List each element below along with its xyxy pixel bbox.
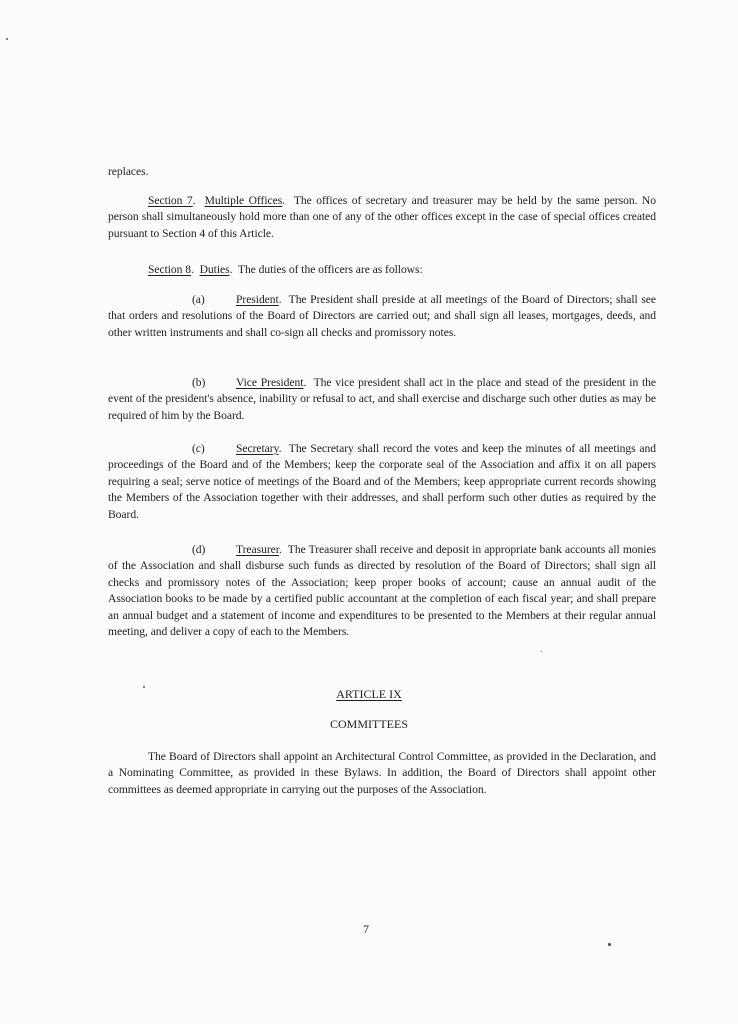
scan-speck — [608, 943, 611, 946]
article-title: COMMITTEES — [330, 717, 408, 731]
article-heading: ARTICLE IX — [336, 687, 402, 701]
duty-secretary-paragraph: (c) Secretary. The Secretary shall record the votes and keep the minutes of all meetings and proceedings of the Board and of the Members; keep the corporate seal of the Association and affix it on all papers requiring a seal; serve notice of meetings of the Board and of the Members; keep appropriate current records showing the Members of the Association together with their addresses, and shall perform such other duties as required by the Board. — [108, 442, 656, 521]
duty-mark: (d) — [192, 543, 206, 556]
page-number: 7 — [363, 922, 369, 936]
duty-title: Treasurer — [236, 543, 279, 556]
section-7-paragraph: Section 7. Multiple Offices. The offices of secretary and treasurer may be held by the same person. No person shall simultaneously hold more than one of any of the other offices except in the case of special offices created pursuant to Section 4 of this Article. — [108, 194, 656, 240]
duty-title: Vice President — [236, 376, 304, 389]
duty-mark: (b) — [192, 376, 206, 389]
scan-speck — [6, 38, 8, 40]
section-8-heading: Section 8 — [148, 263, 192, 276]
section-8-text: The duties of the officers are as follows: — [237, 263, 423, 276]
intro-text: replaces. — [108, 165, 149, 178]
duty-president-paragraph: (a) President. The President shall preside at all meetings of the Board of Directors; shall see that orders and resolutions of the Board of Directors are carried out; and shall sign all leases, mortgages, deeds, and other written instruments and shall co-sign all checks and promissory notes. — [108, 293, 656, 339]
duty-text: The vice president shall act in the place and stead of the president in the event of the president's absence, inability or refusal to act, and shall exercise and discharge such other duties as may be required of him by the Board. — [108, 376, 656, 422]
article-paragraph — [108, 749, 656, 798]
section-7-title: Multiple Offices — [204, 194, 283, 207]
duty-text: The Treasurer shall receive and deposit in appropriate bank accounts all monies of the Association and shall disburse such funds as directed by resolution of the Board of Directors; shall sign all checks and promissory notes of the Association; keep proper books of account; cause an annual audit of the Association books to be made by a certified public accountant at the completion of each fiscal year; and shall prepare an annual budget and a statement of income and expenditures to be presented to the Members at their regular annual meeting, and deliver a copy of each to the Members. — [108, 543, 657, 639]
duty-text: The Secretary shall record the votes and keep the minutes of all meetings and proceedings of the Board and of the Members; keep the corporate seal of the Association and affix it on all papers requiring a seal; serve notice of meetings of the Board and of the Members; keep appropriate current records showing the Members of the Association together with their addresses, and shall perform such other duties as required by the Board. — [108, 442, 656, 521]
duty-title: Secretary — [236, 442, 279, 455]
section-7-heading: Section 7 — [148, 194, 193, 207]
article-text: The Board of Directors shall appoint an Architectural Control Committee, as provided in the Declaration, and a Nominating Committee, as provided in these Bylaws. In addition, the Board of Directors shall appoint other committees as deemed appropriate in carrying out the purposes of the Association. — [108, 750, 656, 796]
section-8-paragraph: Section 8. Duties. The duties of the officers are as follows: — [148, 263, 423, 276]
duty-treasurer-paragraph: (d) Treasurer. The Treasurer shall receive and deposit in appropriate bank accounts all monies of the Association and shall disburse such funds as directed by resolution of the Board of Directors; shall sign all checks and promissory notes of the Association; keep proper books of account; cause an annual audit of the Association books to be made by a certified public accountant at the completion of each fiscal year; and shall prepare an annual budget and a statement of income and expenditures to be presented to the Members at their regular annual meeting, and deliver a copy of each to the Members. — [108, 543, 657, 639]
duty-text: The President shall preside at all meetings of the Board of Directors; shall see that orders and resolutions of the Board of Directors are carried out; and shall sign all leases, mortgages, deeds, and other written instruments and shall co-sign all checks and promissory notes. — [108, 293, 656, 339]
section-7-text: The offices of secretary and treasurer may be held by the same person. No person shall simultaneously hold more than one of any of the other offices except in the case of special offices created pursuant to Section 4 of this Article. — [108, 194, 656, 240]
scan-speck — [541, 651, 542, 652]
duty-vice-president-paragraph: (b) Vice President. The vice president shall act in the place and stead of the president in the event of the president's absence, inability or refusal to act, and shall exercise and discharge such other duties as may be required of him by the Board. — [108, 376, 656, 422]
duty-title: President — [236, 293, 279, 306]
section-8-title: Duties — [199, 263, 230, 276]
intro-paragraph — [108, 164, 656, 180]
duty-mark: (c) — [192, 442, 205, 455]
duty-mark: (a) — [192, 293, 205, 306]
